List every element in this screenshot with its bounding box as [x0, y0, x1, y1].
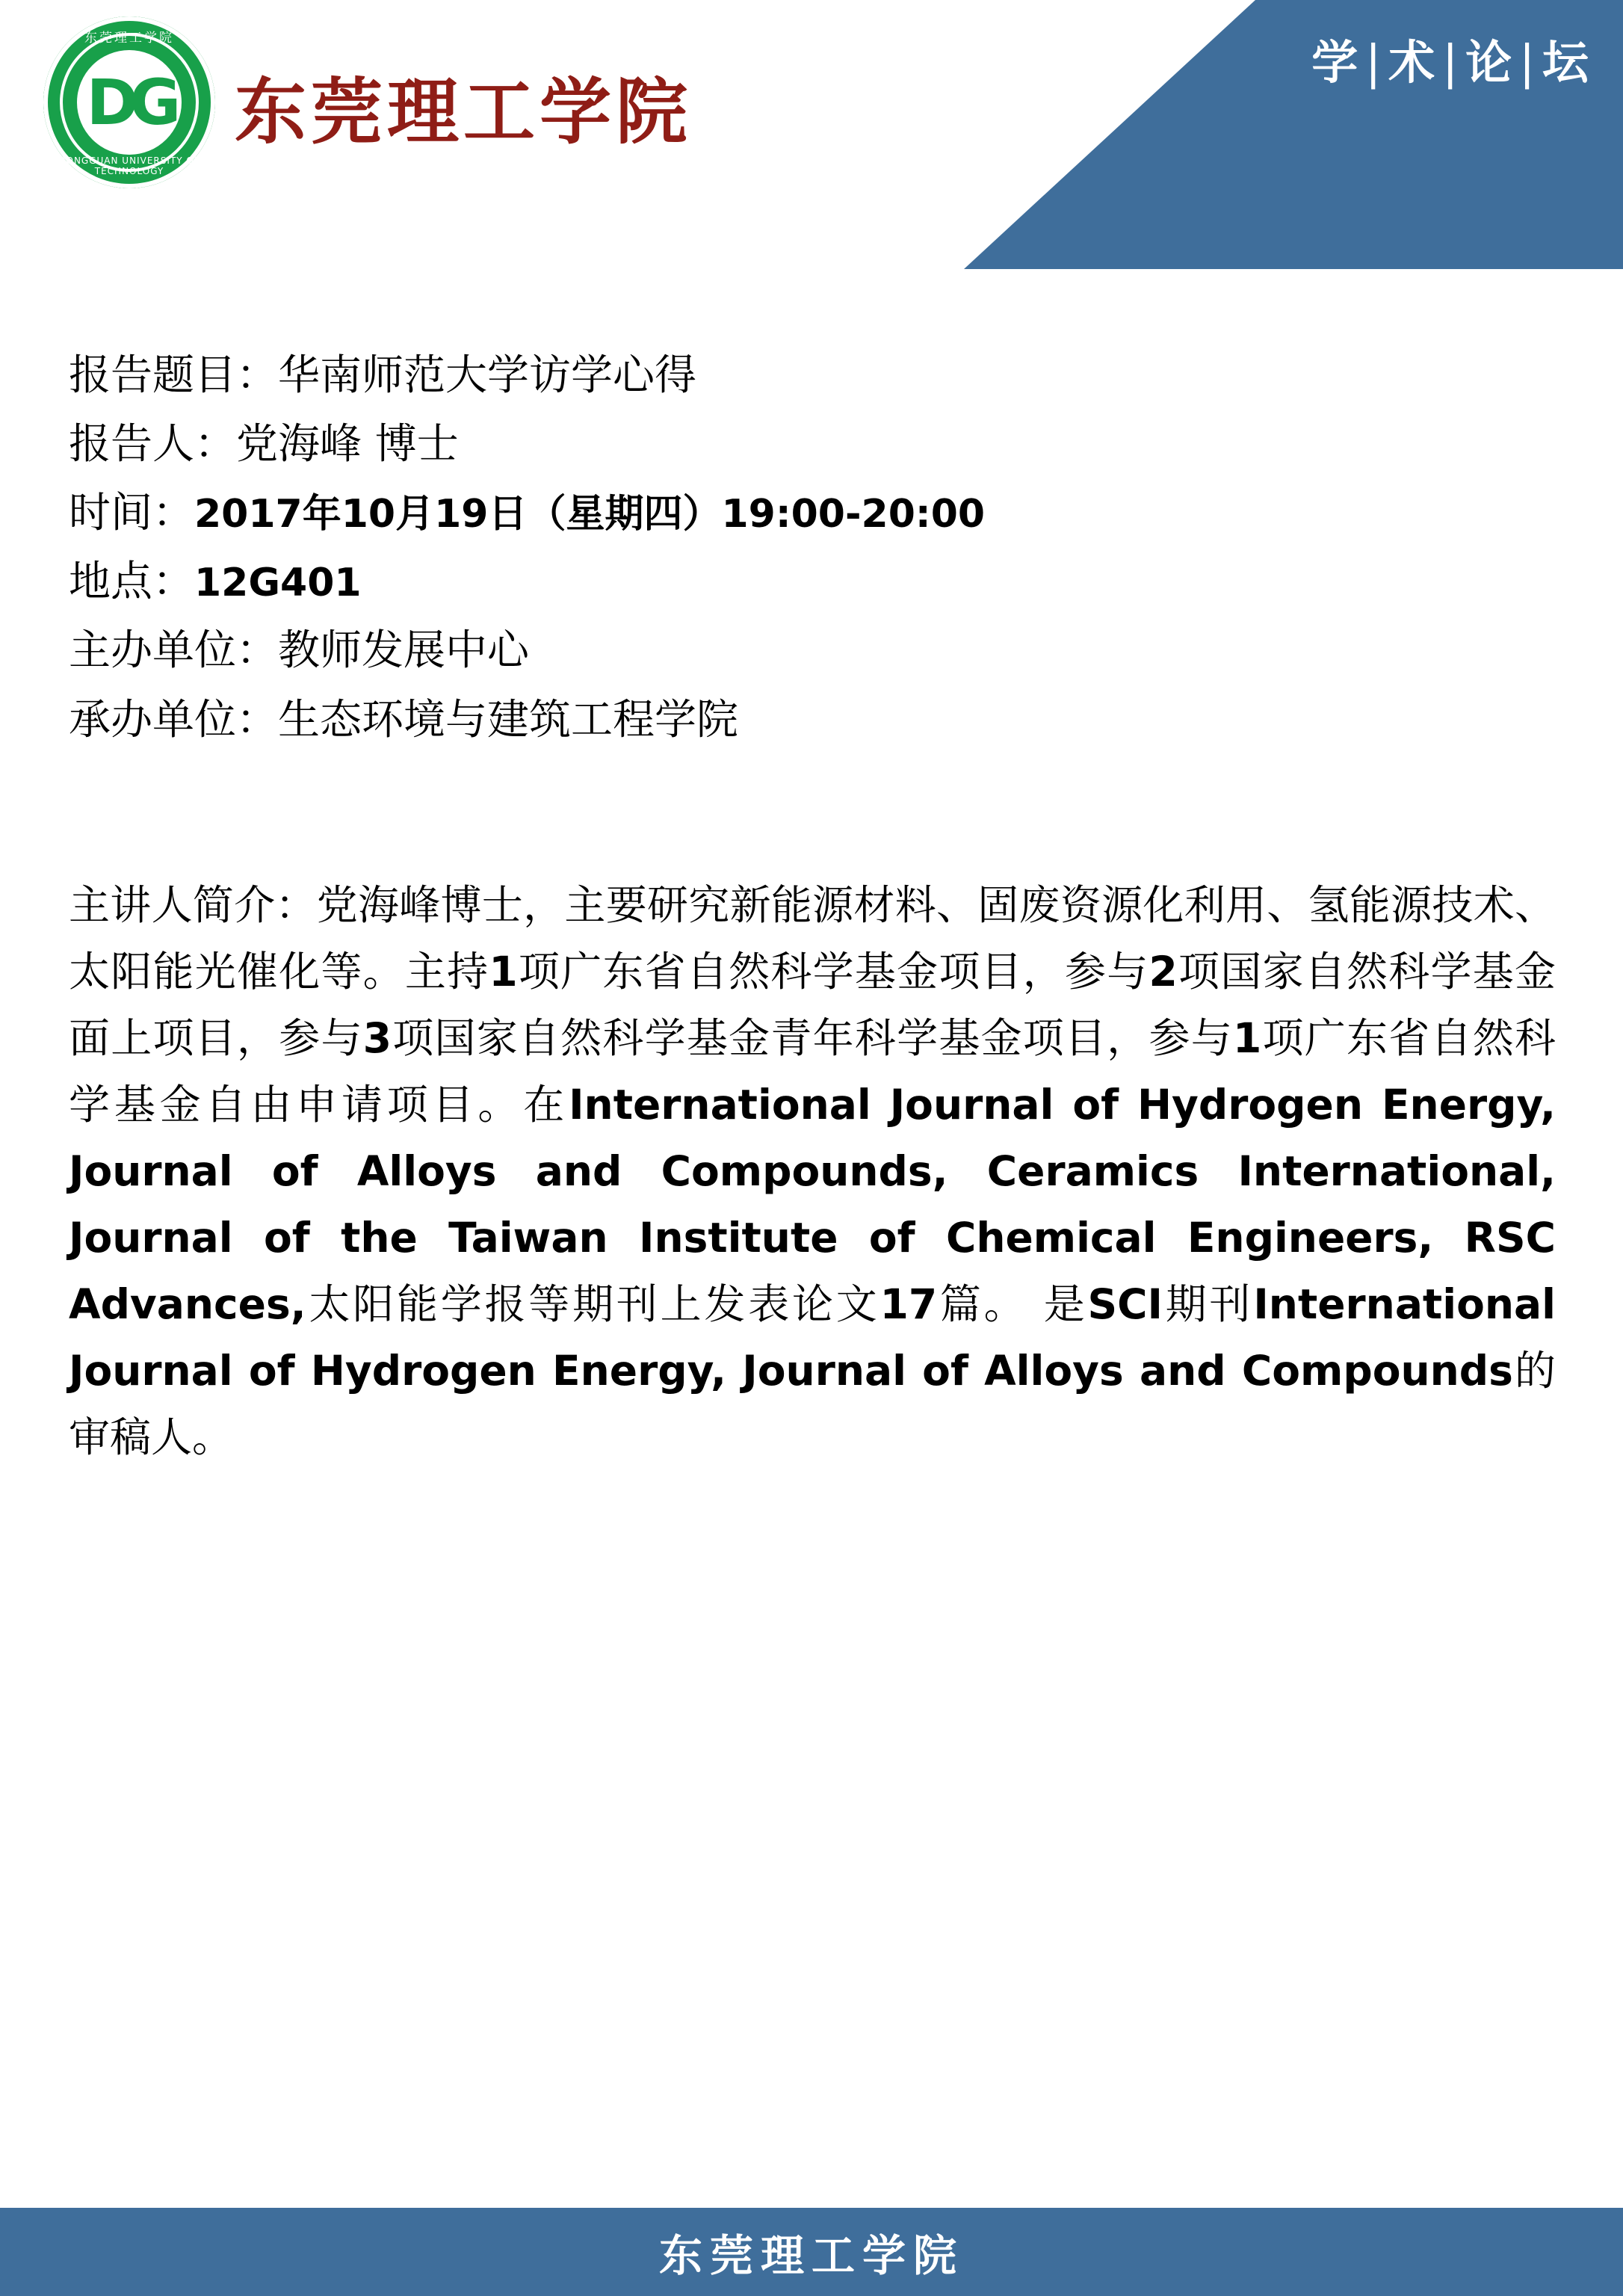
info-value-topic: 华南师范大学访学心得 [278, 351, 696, 400]
bio-text-1: 党海峰博士，主要研究新能源材料、固废资源化利用、氢能源技术、太阳能光催化等。主持 [69, 880, 1556, 996]
banner-title-char-2: 术 [1388, 35, 1440, 90]
banner-title-separator-1: | [1365, 35, 1386, 90]
info-row-host [69, 688, 1556, 753]
bio-bold-3: 3 [362, 1013, 392, 1062]
seal-core-text: DG [86, 66, 173, 139]
bio-text-8: 期刊 [1162, 1280, 1254, 1329]
bio-bold-2: 2 [1149, 947, 1178, 996]
banner-title-char-4: 坛 [1542, 35, 1593, 90]
info-label-topic: 报告题目： [69, 351, 278, 400]
banner-title-char-3: 论 [1465, 35, 1517, 90]
bio-text-6: 太阳能学报等期刊上发表论文 [306, 1280, 880, 1329]
banner-title-separator-2: | [1442, 35, 1463, 90]
info-value-host: 生态环境与建筑工程学院 [278, 695, 738, 744]
bio-text-5: 项广东省自然科学基金自由申请项目。在 [69, 1013, 1556, 1129]
bio-bold-5: 17 [879, 1280, 938, 1329]
info-row-speaker [69, 413, 1556, 477]
bio-bold-4: 1 [1233, 1013, 1262, 1062]
bio-text-4: 项国家自然科学基金青年科学基金项目，参与 [391, 1013, 1234, 1062]
bio-bold-6: SCI [1087, 1280, 1163, 1329]
bio-bold-1: 1 [489, 947, 518, 996]
bio-text-3: 项国家自然科学基金面上项目，参与 [69, 947, 1556, 1062]
info-row-location [69, 550, 1556, 614]
university-seal-icon [43, 16, 215, 188]
footer-title: 东莞理工学院 [658, 2230, 964, 2281]
bio-text-7: 篇。 是 [937, 1280, 1088, 1329]
poster-content [69, 344, 1556, 1472]
info-label-time: 时间： [69, 489, 194, 538]
event-info-list [69, 344, 1556, 753]
seal-core [77, 50, 182, 155]
info-value-speaker: 党海峰 博士 [236, 420, 459, 469]
speaker-bio [69, 872, 1556, 1472]
info-label-organizer: 主办单位： [69, 626, 278, 676]
bio-text-9: 的审稿人。 [69, 1347, 1556, 1462]
banner-title [1311, 25, 1593, 92]
info-value-organizer: 教师发展中心 [278, 626, 529, 676]
info-label-location: 地点： [69, 558, 194, 607]
bio-journal-list-2: International Journal of Hydrogen Energy, Journal of Alloys and Compounds [69, 1280, 1556, 1395]
info-value-time: 2017年10月19日（星期四）19:00-20:00 [194, 492, 986, 537]
info-label-host: 承办单位： [69, 695, 278, 744]
seal-top-text: 东莞理工学院 [84, 31, 174, 46]
university-wordmark: 东莞理工学院 [235, 69, 692, 154]
info-value-location: 12G401 [194, 561, 362, 606]
info-row-organizer [69, 619, 1556, 683]
bio-text-2: 项广东省自然科学基金项目，参与 [517, 947, 1149, 996]
banner-title-char-1: 学 [1311, 35, 1363, 90]
info-label-speaker: 报告人： [69, 420, 236, 469]
seal-bottom-text: DONGGUAN UNIVERSITY OF TECHNOLOGY [58, 155, 200, 176]
info-row-time [69, 481, 1556, 546]
bio-journal-list-1: International Journal of Hydrogen Energy, Journal of Alloys and Compounds, Ceramics International, Journal of the Taiwan Institute of Chemical Engineers, RSC Advances, [69, 1080, 1556, 1329]
footer-bar [0, 2208, 1623, 2296]
banner-title-separator-3: | [1519, 35, 1539, 90]
info-row-topic [69, 344, 1556, 408]
university-logo [43, 16, 692, 188]
bio-label: 主讲人简介： [69, 880, 317, 929]
